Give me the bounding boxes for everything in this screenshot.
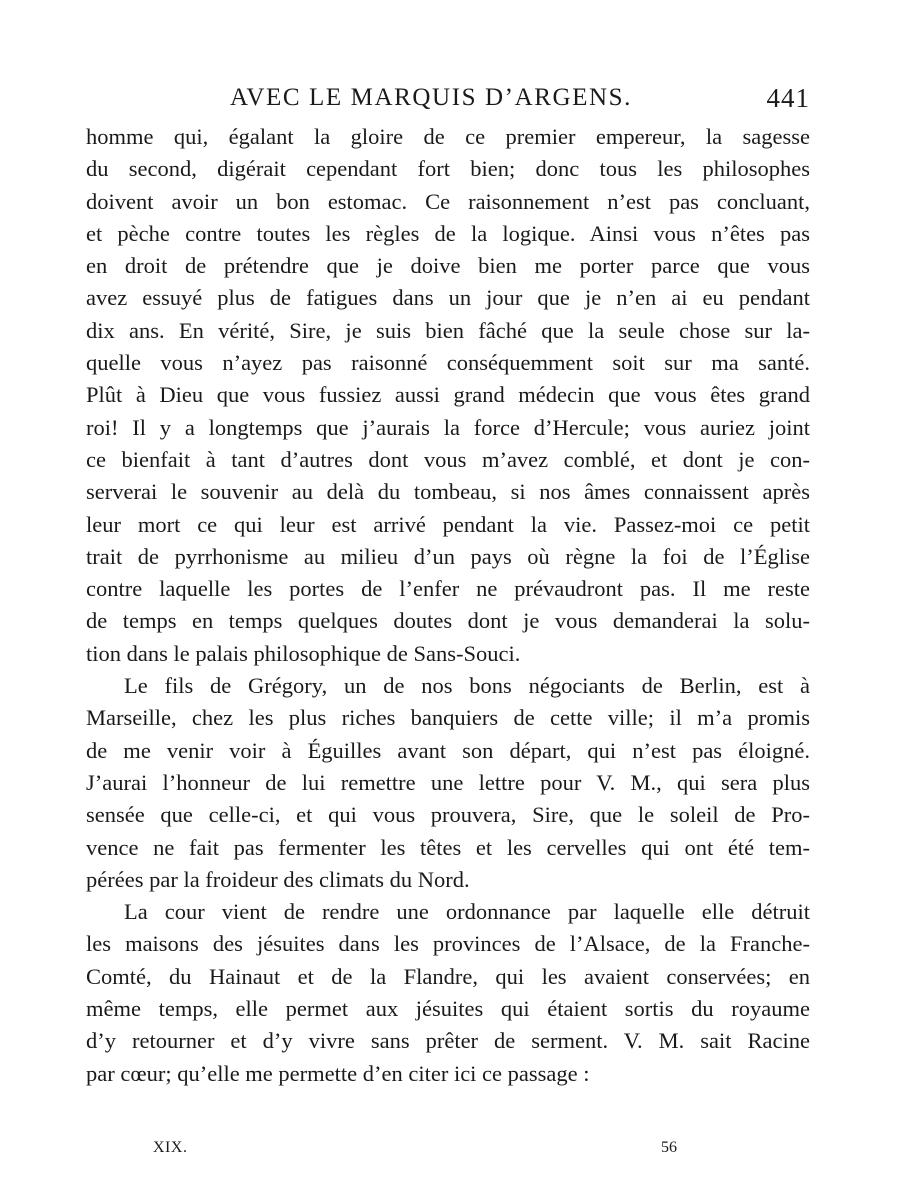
- signature-mark: XIX.: [153, 1139, 188, 1156]
- text-line: quelle vous n’ayez pas raisonné conséquemment soit sur ma santé.: [86, 350, 810, 376]
- text-line: J’aurai l’honneur de lui remettre une lettre pour V. M., qui sera plus: [86, 769, 810, 795]
- text-line: Comté, du Hainaut et de la Flandre, qui les avaient conservées; en: [86, 963, 810, 989]
- text-line: avez essuyé plus de fatigues dans un jour que je n’en ai eu pendant: [86, 285, 810, 311]
- text-line: roi! Il y a longtemps que j’aurais la force d’Hercule; vous auriez joint: [86, 414, 810, 440]
- text-line: et pèche contre toutes les règles de la logique. Ainsi vous n’êtes pas: [86, 220, 810, 246]
- text-line: de me venir voir à Éguilles avant son départ, qui n’est pas éloigné.: [86, 737, 810, 763]
- text-line: leur mort ce qui leur est arrivé pendant la vie. Passez-moi ce petit: [86, 511, 810, 537]
- text-line: par cœur; qu’elle me permette d’en citer ici ce passage :: [86, 1060, 590, 1086]
- text-line: La cour vient de rendre une ordonnance par laquelle elle détruit: [124, 899, 810, 925]
- page-number: 441: [766, 83, 810, 113]
- text-line: en droit de prétendre que je doive bien me porter parce que vous: [86, 253, 810, 279]
- text-line: ce bienfait à tant d’autres dont vous m’avez comblé, et dont je con-: [86, 446, 810, 472]
- running-title: AVEC LE MARQUIS D’ARGENS.: [229, 84, 633, 111]
- text-line: dix ans. En vérité, Sire, je suis bien fâché que la seule chose sur la-: [86, 317, 810, 343]
- text-line: vence ne fait pas fermenter les têtes et les cervelles qui ont été tem-: [86, 834, 810, 860]
- text-line: d’y retourner et d’y vivre sans prêter de serment. V. M. sait Racine: [86, 1028, 810, 1054]
- text-line: du second, digérait cependant fort bien; donc tous les philosophes: [86, 156, 810, 182]
- text-line: Le fils de Grégory, un de nos bons négociants de Berlin, est à: [124, 673, 810, 699]
- text-line: même temps, elle permet aux jésuites qui étaient sortis du royaume: [86, 996, 810, 1022]
- text-line: Marseille, chez les plus riches banquiers de cette ville; il m’a promis: [86, 705, 810, 731]
- text-line: trait de pyrrhonisme au milieu d’un pays où règne la foi de l’Église: [86, 543, 810, 569]
- body-text: [86, 121, 810, 1090]
- text-line: contre laquelle les portes de l’enfer ne prévaudront pas. Il me reste: [86, 576, 810, 602]
- running-head: [86, 80, 810, 116]
- text-line: sensée que celle-ci, et qui vous prouvera, Sire, que le soleil de Pro-: [86, 802, 810, 828]
- text-line: serverai le souvenir au delà du tombeau, si nos âmes connaissent après: [86, 479, 810, 505]
- text-line: les maisons des jésuites dans les provinces de l’Alsace, de la Franche-: [86, 931, 810, 957]
- page-footer: [0, 1136, 900, 1160]
- text-line: homme qui, égalant la gloire de ce premier empereur, la sagesse: [86, 124, 810, 149]
- text-line: Plût à Dieu que vous fussiez aussi grand médecin que vous êtes grand: [86, 382, 810, 408]
- sheet-number: 56: [661, 1139, 677, 1156]
- text-line: tion dans le palais philosophique de Sans-Souci.: [86, 640, 521, 666]
- text-line: de temps en temps quelques doutes dont je vous demanderai la solu-: [86, 608, 810, 634]
- text-line: pérées par la froideur des climats du Nord.: [86, 866, 470, 892]
- text-line: doivent avoir un bon estomac. Ce raisonnement n’est pas concluant,: [86, 188, 810, 214]
